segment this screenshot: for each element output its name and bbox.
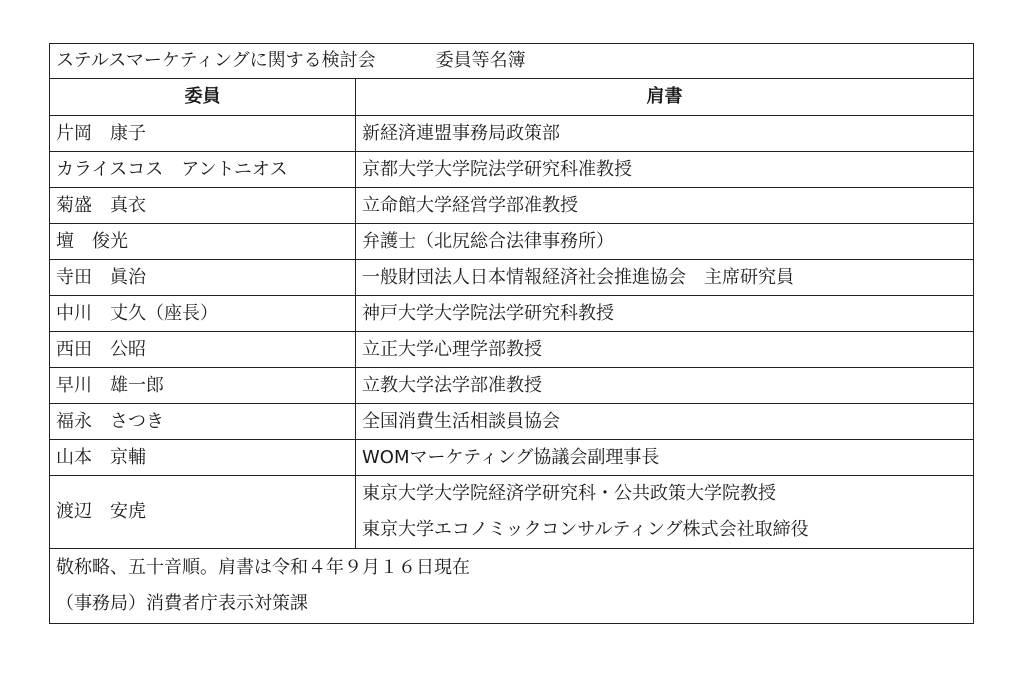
member-affiliation: 全国消費生活相談員協会 bbox=[356, 404, 974, 440]
member-affiliation: 京都大学大学院法学研究科准教授 bbox=[356, 152, 974, 188]
table-row bbox=[50, 224, 974, 260]
member-name: 中川 丈久（座長） bbox=[50, 296, 356, 332]
table-title-cell bbox=[50, 44, 974, 79]
member-affiliation: WOMマーケティング協議会副理事長 bbox=[356, 440, 974, 476]
member-name: 福永 さつき bbox=[50, 404, 356, 440]
member-name: 西田 公昭 bbox=[50, 332, 356, 368]
member-name: 寺田 眞治 bbox=[50, 260, 356, 296]
member-name: 早川 雄一郎 bbox=[50, 368, 356, 404]
table-row bbox=[50, 152, 974, 188]
table-footer-row bbox=[50, 549, 974, 624]
affiliation-column-header: 肩書 bbox=[356, 79, 974, 116]
affiliation-line: 東京大学大学院経済学研究科・公共政策大学院教授 bbox=[362, 483, 776, 504]
table-footer-cell bbox=[50, 549, 974, 624]
committee-roster-table bbox=[49, 43, 974, 624]
member-column-header: 委員 bbox=[50, 79, 356, 116]
table-row bbox=[50, 404, 974, 440]
member-name: 片岡 康子 bbox=[50, 116, 356, 152]
member-affiliation: 一般財団法人日本情報経済社会推進協会 主席研究員 bbox=[356, 260, 974, 296]
affiliation-line: 東京大学エコノミックコンサルティング株式会社取締役 bbox=[362, 519, 809, 540]
table-row bbox=[50, 440, 974, 476]
table-header-row bbox=[50, 79, 974, 116]
list-title: 委員等名簿 bbox=[435, 50, 526, 72]
table-title-row bbox=[50, 44, 974, 79]
member-affiliation: 弁護士（北尻総合法律事務所） bbox=[356, 224, 974, 260]
member-name: 壇 俊光 bbox=[50, 224, 356, 260]
table-row bbox=[50, 368, 974, 404]
table-row bbox=[50, 188, 974, 224]
member-name: 菊盛 真衣 bbox=[50, 188, 356, 224]
member-affiliation: 新経済連盟事務局政策部 bbox=[356, 116, 974, 152]
member-affiliation: 立正大学心理学部教授 bbox=[356, 332, 974, 368]
table-row bbox=[50, 332, 974, 368]
member-name: カライスコス アントニオス bbox=[50, 152, 356, 188]
member-name: 山本 京輔 bbox=[50, 440, 356, 476]
member-affiliation: 立教大学法学部准教授 bbox=[356, 368, 974, 404]
table-row bbox=[50, 476, 974, 549]
table-row bbox=[50, 116, 974, 152]
member-affiliation: 神戸大学大学院法学研究科教授 bbox=[356, 296, 974, 332]
footer-note: 敬称略、五十音順。肩書は令和４年９月１６日現在 bbox=[56, 557, 470, 578]
member-name: 渡辺 安虎 bbox=[50, 476, 356, 549]
member-affiliation: 立命館大学経営学部准教授 bbox=[356, 188, 974, 224]
meeting-title: ステルスマーケティングに関する検討会 bbox=[56, 50, 376, 72]
table-row bbox=[50, 260, 974, 296]
footer-office: （事務局）消費者庁表示対策課 bbox=[56, 593, 308, 614]
table-row bbox=[50, 296, 974, 332]
member-affiliation bbox=[356, 476, 974, 549]
